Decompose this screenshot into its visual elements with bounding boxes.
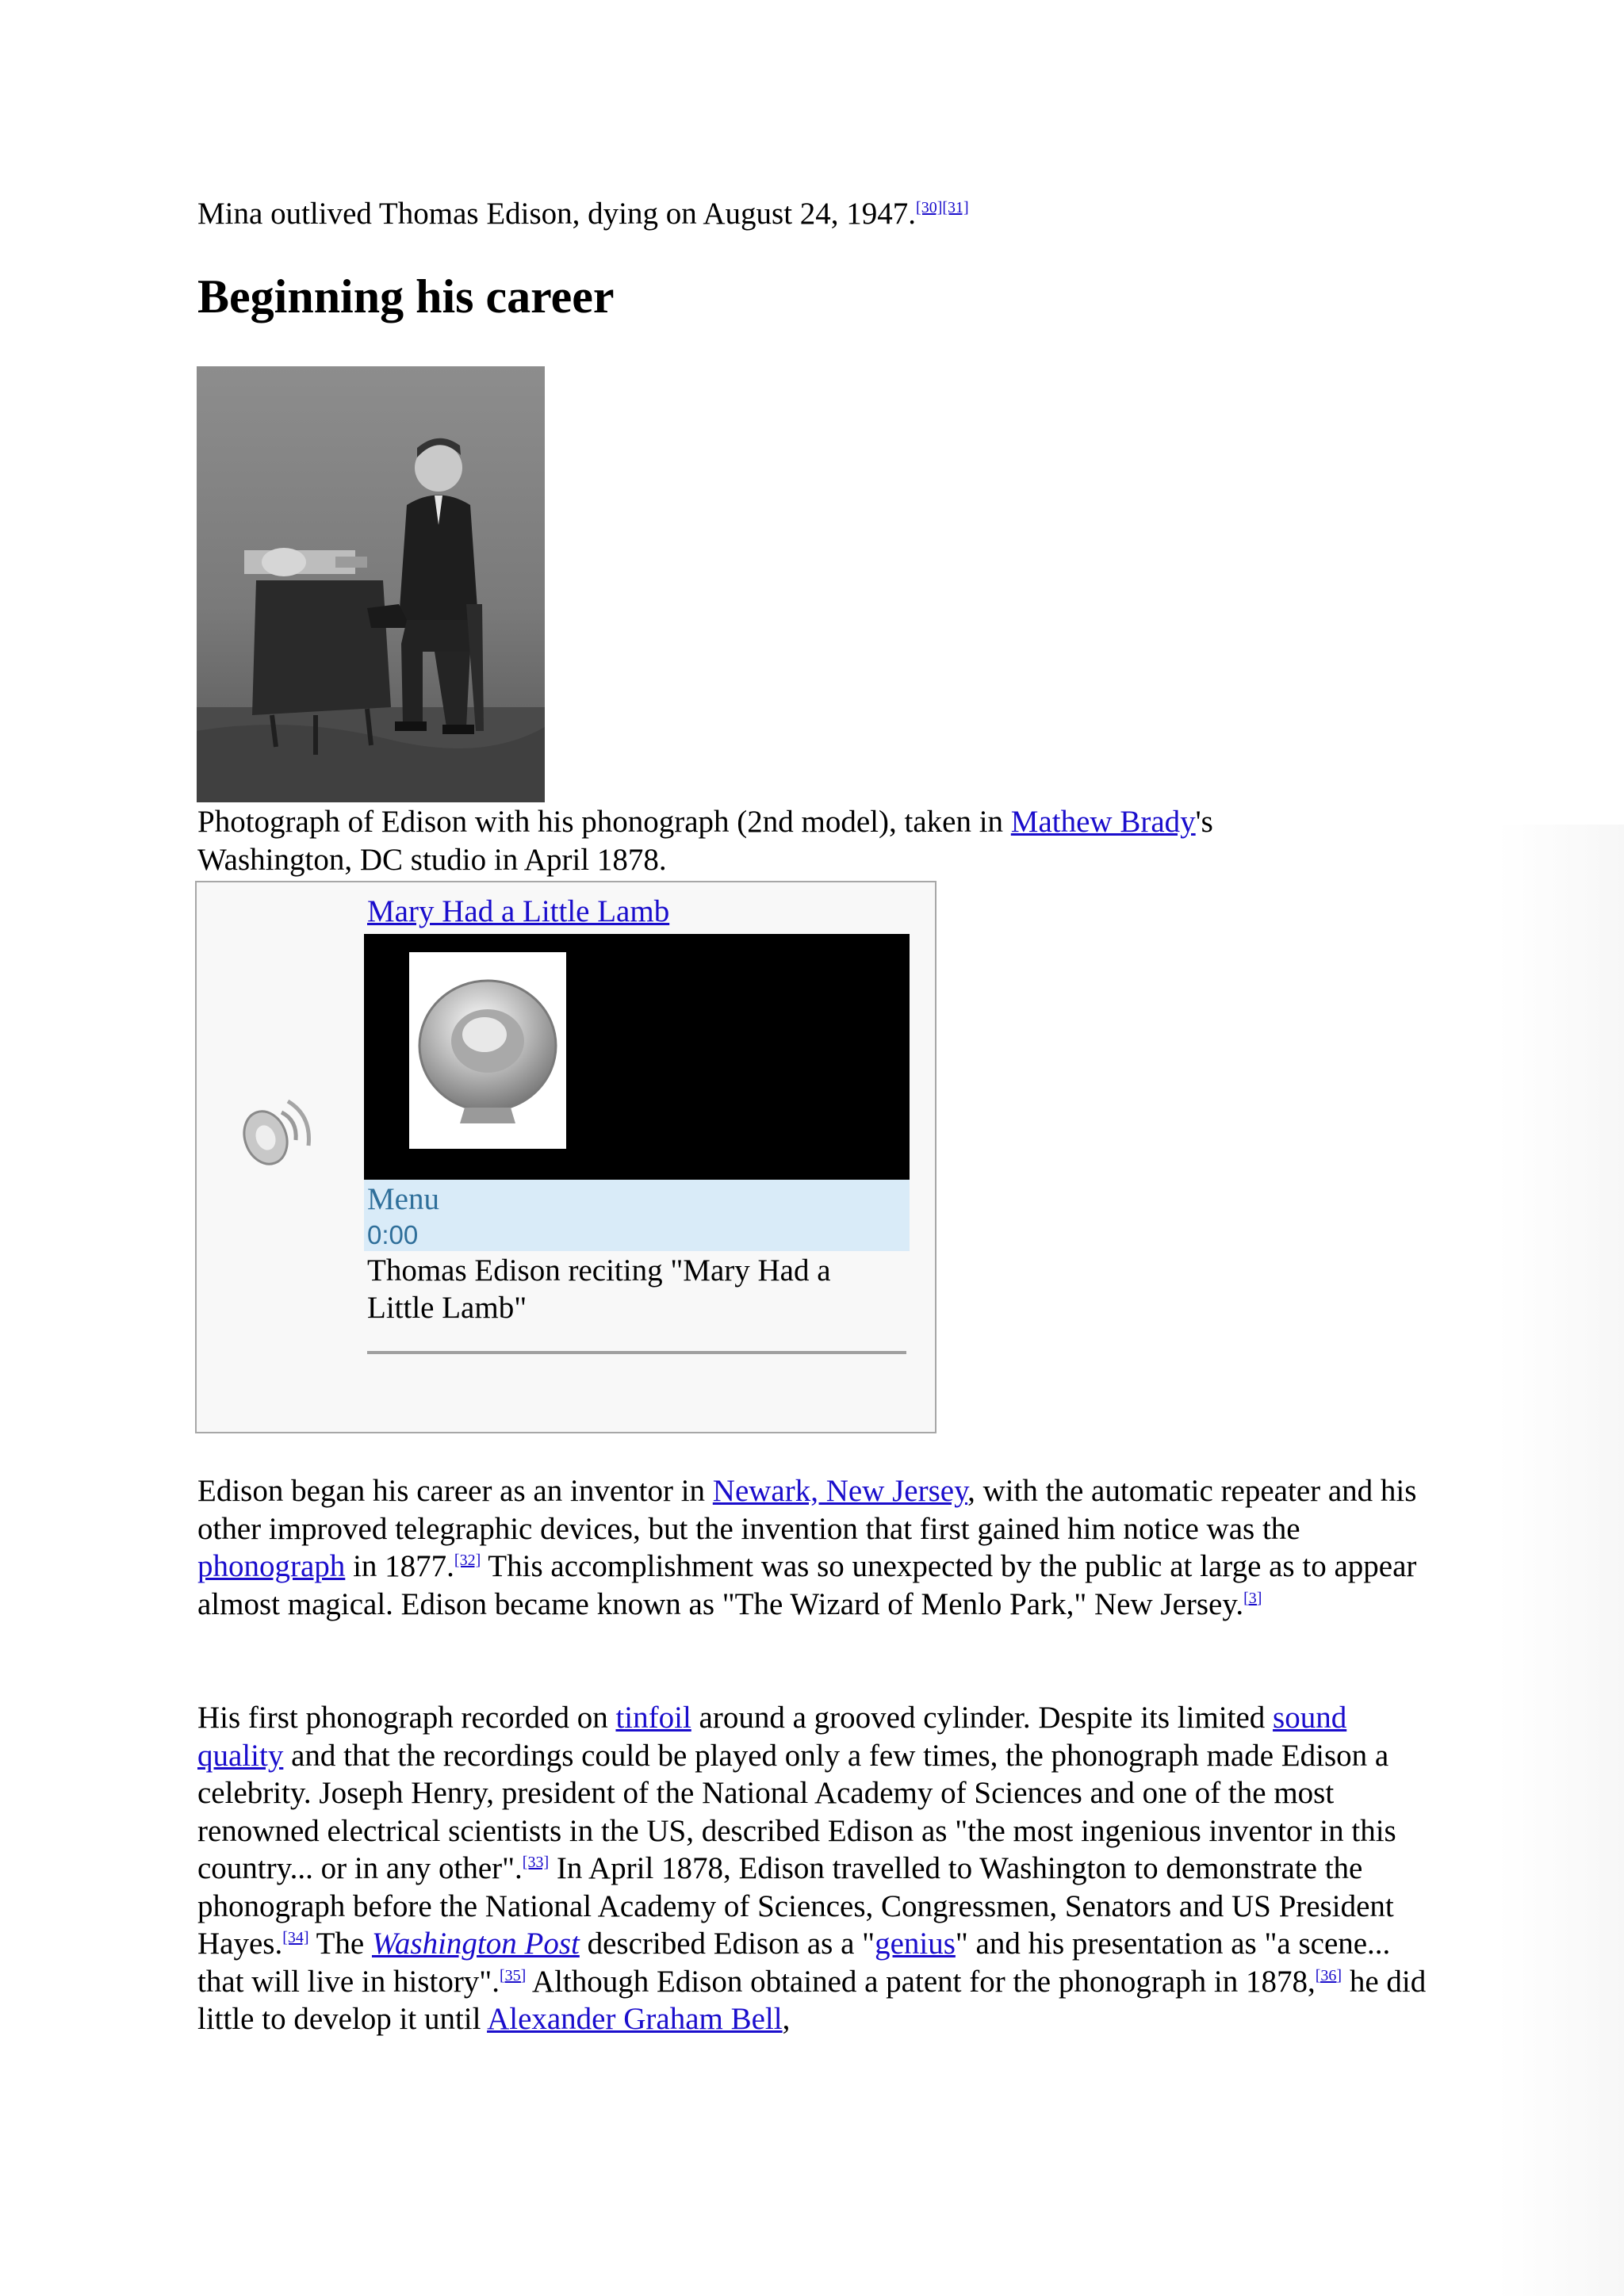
audio-panel — [195, 881, 936, 1433]
tinfoil-link[interactable]: tinfoil — [615, 1701, 691, 1735]
speaker-icon — [232, 1089, 320, 1176]
player-time: 0:00 — [367, 1220, 419, 1249]
audio-description: Thomas Edison reciting "Mary Had a Little Lamb" — [367, 1253, 831, 1325]
page-edge-shade — [1497, 825, 1624, 2296]
sound-quality-link[interactable]: sound quality — [197, 1701, 1347, 1773]
citation-link[interactable]: [36] — [1315, 1966, 1342, 1984]
player-controls — [364, 1180, 910, 1251]
section-heading: Beginning his career — [197, 270, 615, 323]
paragraph-career-start: Edison began his career as an inventor in Newark, New Jersey, with the automatic repeater and his other improved telegraphic devices, but the invention that first gained him notice was the phonograph in 1877.[32] This accomplishment was so unexpected by the public at large as to appear almost magical. Edison became known as "The Wizard of Menlo Park," New Jersey.[3] — [197, 1474, 1417, 1621]
intro-paragraph: Mina outlived Thomas Edison, dying on August 24, 1947.[30][31] — [197, 197, 969, 231]
edison-phonograph-photo — [197, 366, 545, 802]
citation-link[interactable]: [35] — [499, 1966, 527, 1984]
audio-title-link[interactable]: Mary Had a Little Lamb — [367, 894, 670, 928]
washington-post-link[interactable]: Washington Post — [371, 1927, 580, 1961]
newark-link[interactable]: Newark, New Jersey — [712, 1474, 968, 1508]
media-player[interactable] — [364, 934, 910, 1180]
citation-link[interactable]: [3] — [1243, 1589, 1262, 1607]
paragraph-phonograph: His first phonograph recorded on tinfoil around a grooved cylinder. Despite its limited sound quality and that the recordings could be played only a few times, the phonograph made Edison a celebrity. Joseph Henry, president of the National Academy of Sciences and one of the most renowned electrical scientists in the US, described Edison as "the most ingenious inventor in this country... or in any other".[33] In April 1878, Edison travelled to Washington to demonstrate the phonograph before the National Academy of Sciences, Congressmen, Senators and US President Hayes.[34] The Washington Post described Edison as a "genius" and his presentation as "a scene... that will live in history".[35] Although Edison obtained a patent for the phonograph in 1878,[36] he did little to develop it until Alexander Graham Bell, — [197, 1701, 1427, 2036]
genius-link[interactable]: genius — [875, 1927, 956, 1961]
citation-link[interactable]: [34] — [282, 1929, 309, 1946]
citation-link[interactable]: [32] — [454, 1552, 481, 1569]
phonograph-link[interactable]: phonograph — [197, 1549, 346, 1583]
citation-link[interactable]: [30][31] — [916, 199, 969, 216]
audio-divider — [367, 1351, 906, 1354]
photo-caption: Photograph of Edison with his phonograph (2nd model), taken in Mathew Brady's Washington, DC studio in April 1878. — [197, 805, 1213, 877]
mathew-brady-link[interactable]: Mathew Brady — [1010, 805, 1196, 839]
player-menu-button[interactable]: Menu — [367, 1182, 439, 1216]
speaker-thumbnail-icon — [409, 952, 566, 1149]
alexander-graham-bell-link[interactable]: Alexander Graham Bell — [487, 2002, 783, 2036]
citation-link[interactable]: [33] — [522, 1854, 550, 1871]
